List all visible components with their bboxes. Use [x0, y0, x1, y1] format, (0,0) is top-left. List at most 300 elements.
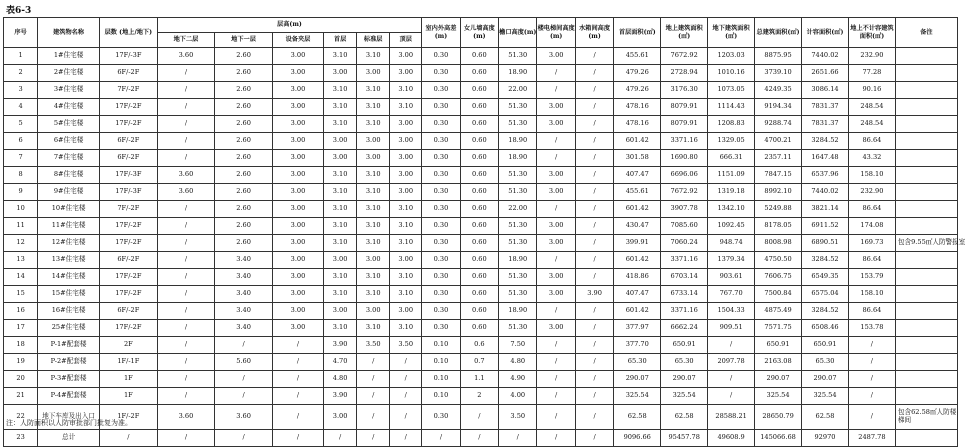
table-cell: 3.00	[537, 48, 575, 65]
remark-cell	[895, 430, 957, 447]
table-cell: 3.10	[357, 269, 390, 286]
table-cell: 158.10	[848, 286, 895, 303]
table-cell: 18.90	[499, 252, 537, 269]
table-cell: 49608.9	[708, 430, 755, 447]
table-cell: 2.60	[215, 48, 273, 65]
table-cell: 7085.60	[661, 218, 708, 235]
table-cell: 3.00	[324, 133, 357, 150]
table-cell: 3.00	[537, 99, 575, 116]
table-cell: 2357.11	[755, 150, 802, 167]
table-cell: 6662.24	[661, 320, 708, 337]
table-cell: /	[537, 371, 575, 388]
table-cell: 903.61	[708, 269, 755, 286]
table-cell: 4875.49	[755, 303, 802, 320]
building-name-cell: 3#住宅楼	[38, 82, 100, 99]
table-cell: /	[357, 430, 390, 447]
building-name-cell: 9#住宅楼	[38, 184, 100, 201]
building-name-cell: 14#住宅楼	[38, 269, 100, 286]
building-name-cell: 13#住宅楼	[38, 252, 100, 269]
table-cell: 3.50	[390, 337, 422, 354]
table-cell: 3.10	[324, 116, 357, 133]
building-name-cell: P-3#配套楼	[38, 371, 100, 388]
table-cell: 17F/-2F	[100, 269, 158, 286]
table-cell: 948.74	[708, 235, 755, 252]
table-cell: 51.30	[499, 48, 537, 65]
remark-cell	[895, 201, 957, 218]
table-cell: 3.10	[324, 48, 357, 65]
table-cell: 8079.91	[661, 99, 708, 116]
table-cell: 3.10	[357, 235, 390, 252]
table-cell: 0.60	[460, 235, 498, 252]
table-cell: 4.80	[499, 354, 537, 371]
building-name-cell: 2#住宅楼	[38, 65, 100, 82]
table-cell: /	[157, 235, 215, 252]
table-cell: 0.30	[422, 405, 460, 430]
table-cell: 3.90	[324, 337, 357, 354]
table-cell: 0.30	[422, 252, 460, 269]
table-cell: 3.10	[390, 201, 422, 218]
table-cell: 1010.16	[708, 65, 755, 82]
table-cell: 3.00	[272, 320, 323, 337]
table-cell: 3.00	[272, 269, 323, 286]
table-cell: /	[575, 99, 613, 116]
building-name-cell: P-2#配套楼	[38, 354, 100, 371]
table-cell: 3.00	[324, 65, 357, 82]
table-cell: 2.60	[215, 235, 273, 252]
table-cell: /	[848, 354, 895, 371]
table-cell: 0.30	[422, 116, 460, 133]
table-cell: 3.00	[537, 218, 575, 235]
col-total-area: 总建筑面积(㎡)	[755, 18, 802, 48]
table-cell: 3.00	[272, 82, 323, 99]
table-cell: /	[215, 337, 273, 354]
table-cell: 290.07	[802, 371, 849, 388]
table-cell: 3371.16	[661, 303, 708, 320]
table-cell: 2.60	[215, 167, 273, 184]
table-cell: 2487.78	[848, 430, 895, 447]
building-name-cell: P-1#配套楼	[38, 337, 100, 354]
table-cell: /	[848, 405, 895, 430]
table-cell: /	[460, 430, 498, 447]
table-cell: 3.00	[272, 133, 323, 150]
table-cell: 77.28	[848, 65, 895, 82]
table-cell: 650.91	[802, 337, 849, 354]
table-cell: 2.60	[215, 99, 273, 116]
table-cell: 43.32	[848, 150, 895, 167]
table-cell: 0.60	[460, 218, 498, 235]
table-cell: 6703.14	[661, 269, 708, 286]
table-cell: 86.64	[848, 201, 895, 218]
table-cell: 0.60	[460, 133, 498, 150]
col-eave: 檐口高度(m)	[499, 18, 537, 48]
table-cell: /	[460, 405, 498, 430]
table-cell: 3.00	[272, 150, 323, 167]
col-below-area: 地下建筑面积(㎡)	[708, 18, 755, 48]
table-cell: 0.60	[460, 303, 498, 320]
col-remark: 备注	[895, 18, 957, 48]
table-cell: 325.54	[661, 388, 708, 405]
remark-cell	[895, 218, 957, 235]
table-cell: 22.00	[499, 201, 537, 218]
table-cell: 0.30	[422, 167, 460, 184]
table-cell: 17F/-3F	[100, 167, 158, 184]
table-cell: 7500.84	[755, 286, 802, 303]
table-cell: 2.60	[215, 65, 273, 82]
table-cell: 1	[4, 48, 38, 65]
table-cell: 28588.21	[708, 405, 755, 430]
table-cell: /	[708, 337, 755, 354]
table-row	[4, 167, 958, 184]
table-row	[4, 184, 958, 201]
table-cell: 158.10	[848, 167, 895, 184]
table-cell: 65.30	[661, 354, 708, 371]
table-cell: /	[537, 82, 575, 99]
table-cell: 1114.43	[708, 99, 755, 116]
table-cell: 0.60	[460, 99, 498, 116]
table-cell: /	[575, 218, 613, 235]
table-cell: /	[157, 150, 215, 167]
remark-cell	[895, 116, 957, 133]
table-cell: 7F/-2F	[100, 201, 158, 218]
table-cell: 3.10	[390, 320, 422, 337]
remark-cell: 包含62.58㎡人防楼梯间	[895, 405, 957, 430]
table-caption: 表6-3	[6, 6, 32, 16]
table-cell: 86.64	[848, 252, 895, 269]
table-cell: /	[215, 388, 273, 405]
table-cell: 478.16	[614, 99, 661, 116]
table-cell: 6696.06	[661, 167, 708, 184]
col-parapet: 女儿墙高度(m)	[460, 18, 498, 48]
table-cell: 145066.68	[755, 430, 802, 447]
table-cell: 17F/-2F	[100, 286, 158, 303]
table-cell: 455.61	[614, 184, 661, 201]
table-cell: 650.91	[661, 337, 708, 354]
table-cell: 6F/-2F	[100, 150, 158, 167]
col-height-b2: 地下二层	[157, 33, 215, 48]
table-cell: 3.00	[537, 286, 575, 303]
table-cell: /	[575, 167, 613, 184]
table-cell: 601.42	[614, 201, 661, 218]
table-cell: 0.30	[422, 286, 460, 303]
table-cell: /	[357, 371, 390, 388]
table-cell: 909.51	[708, 320, 755, 337]
remark-cell	[895, 320, 957, 337]
table-row	[4, 201, 958, 218]
table-cell: 3371.16	[661, 252, 708, 269]
table-cell: 7606.75	[755, 269, 802, 286]
table-cell: 3.00	[272, 252, 323, 269]
table-cell: 1151.09	[708, 167, 755, 184]
table-cell: /	[575, 320, 613, 337]
remark-cell	[895, 150, 957, 167]
table-cell: 62.58	[614, 405, 661, 430]
table-cell: /	[324, 430, 357, 447]
table-cell: /	[575, 371, 613, 388]
col-floors: 层数 (地上/地下)	[100, 18, 158, 48]
table-cell: 4.80	[324, 371, 357, 388]
table-cell: /	[357, 388, 390, 405]
table-cell: 1504.33	[708, 303, 755, 320]
table-cell: 12	[4, 235, 38, 252]
table-cell: 479.26	[614, 82, 661, 99]
table-cell: 3.00	[272, 116, 323, 133]
table-cell: 3.00	[272, 65, 323, 82]
table-cell: 2.60	[215, 116, 273, 133]
table-cell: 3.00	[324, 150, 357, 167]
table-cell: 0.60	[460, 269, 498, 286]
table-cell: 407.47	[614, 286, 661, 303]
table-cell: 3.40	[215, 303, 273, 320]
table-cell: 17F/-3F	[100, 184, 158, 201]
table-cell: 3.00	[272, 167, 323, 184]
table-cell: /	[575, 269, 613, 286]
remark-cell	[895, 354, 957, 371]
table-cell: /	[848, 371, 895, 388]
table-cell: 1092.45	[708, 218, 755, 235]
table-cell: /	[272, 430, 323, 447]
table-cell: 8	[4, 167, 38, 184]
table-cell: 650.91	[755, 337, 802, 354]
remark-cell	[895, 82, 957, 99]
table-cell: 3.10	[357, 218, 390, 235]
table-cell: 17F/-2F	[100, 99, 158, 116]
table-cell: 3.90	[575, 286, 613, 303]
table-cell: 3.60	[157, 167, 215, 184]
table-cell: 0.30	[422, 303, 460, 320]
table-cell: /	[272, 337, 323, 354]
table-cell: 0.30	[422, 82, 460, 99]
table-cell: 2.60	[215, 150, 273, 167]
table-cell: 4.70	[324, 354, 357, 371]
table-cell: /	[157, 354, 215, 371]
table-cell: /	[157, 65, 215, 82]
table-cell: 3.00	[537, 116, 575, 133]
table-cell: 601.42	[614, 252, 661, 269]
table-cell: /	[575, 252, 613, 269]
table-cell: 6	[4, 133, 38, 150]
table-cell: 3.10	[357, 48, 390, 65]
table-cell: 8178.05	[755, 218, 802, 235]
table-cell: 62.58	[802, 405, 849, 430]
table-cell: 3.00	[390, 48, 422, 65]
table-cell: 18.90	[499, 303, 537, 320]
table-cell: 0.60	[460, 252, 498, 269]
table-row	[4, 354, 958, 371]
table-row	[4, 405, 958, 430]
table-cell: 22	[4, 405, 38, 430]
table-cell: 6549.35	[802, 269, 849, 286]
table-cell: 0.60	[460, 116, 498, 133]
table-cell: 248.54	[848, 116, 895, 133]
table-cell: 3.00	[272, 99, 323, 116]
table-cell: 3.00	[272, 303, 323, 320]
table-cell: 232.90	[848, 48, 895, 65]
col-height-equip: 设备夹层	[272, 33, 323, 48]
table-cell: /	[575, 133, 613, 150]
table-cell: 18	[4, 337, 38, 354]
table-cell: 7F/-2F	[100, 82, 158, 99]
table-cell: 3.10	[357, 184, 390, 201]
table-cell: 7672.92	[661, 184, 708, 201]
table-cell: 86.64	[848, 303, 895, 320]
table-cell: 3.40	[215, 252, 273, 269]
table-cell: 4	[4, 99, 38, 116]
table-cell: /	[157, 252, 215, 269]
building-name-cell: 4#住宅楼	[38, 99, 100, 116]
table-cell: 3821.14	[802, 201, 849, 218]
table-cell: 0.60	[460, 286, 498, 303]
table-cell: 6F/-2F	[100, 303, 158, 320]
table-row	[4, 371, 958, 388]
table-cell: 6733.14	[661, 286, 708, 303]
remark-cell	[895, 371, 957, 388]
table-cell: 3.50	[357, 337, 390, 354]
table-cell: 174.08	[848, 218, 895, 235]
table-cell: 3.00	[537, 184, 575, 201]
table-row	[4, 82, 958, 99]
table-cell: 0.30	[422, 320, 460, 337]
remark-cell	[895, 133, 957, 150]
table-cell: /	[537, 303, 575, 320]
table-row	[4, 269, 958, 286]
table-cell: 601.42	[614, 303, 661, 320]
table-cell: 3.00	[324, 252, 357, 269]
table-cell: 3.00	[324, 303, 357, 320]
table-cell: 65.30	[614, 354, 661, 371]
table-cell: /	[575, 303, 613, 320]
table-cell: 0.30	[422, 218, 460, 235]
table-cell: /	[157, 269, 215, 286]
table-cell: 18.90	[499, 65, 537, 82]
table-cell: 430.47	[614, 218, 661, 235]
table-cell: 3.10	[390, 269, 422, 286]
table-row	[4, 133, 958, 150]
table-cell: 3.10	[324, 286, 357, 303]
table-cell: 8992.10	[755, 184, 802, 201]
table-row	[4, 99, 958, 116]
table-cell: 1208.83	[708, 116, 755, 133]
table-cell: 3.10	[324, 235, 357, 252]
table-cell: 7	[4, 150, 38, 167]
table-cell: 3.10	[357, 99, 390, 116]
table-cell: 3.10	[390, 82, 422, 99]
table-cell: /	[575, 48, 613, 65]
table-cell: 17F/-2F	[100, 218, 158, 235]
table-cell: 3.00	[272, 218, 323, 235]
footnote: 注：人防面积以人防审批部门批复为准。	[6, 419, 132, 427]
table-cell: 18.90	[499, 133, 537, 150]
table-cell: 3.00	[537, 167, 575, 184]
table-cell: /	[357, 354, 390, 371]
table-cell: 1F/-1F	[100, 354, 158, 371]
table-cell: 290.07	[755, 371, 802, 388]
table-cell: 17F/-2F	[100, 116, 158, 133]
table-cell: /	[157, 371, 215, 388]
table-cell: 6F/-2F	[100, 133, 158, 150]
table-cell: 301.58	[614, 150, 661, 167]
col-far-area: 计容面积(㎡)	[802, 18, 849, 48]
table-row	[4, 150, 958, 167]
table-cell: 2728.94	[661, 65, 708, 82]
table-cell: 10	[4, 201, 38, 218]
table-row	[4, 388, 958, 405]
table-cell: /	[537, 65, 575, 82]
table-cell: 3.40	[215, 286, 273, 303]
table-cell: /	[537, 388, 575, 405]
col-first-area: 首层面积(㎡)	[614, 18, 661, 48]
table-row	[4, 337, 958, 354]
table-cell: /	[157, 201, 215, 218]
table-cell: 2.60	[215, 82, 273, 99]
table-cell: 153.79	[848, 269, 895, 286]
col-height-first: 首层	[324, 33, 357, 48]
table-cell: 51.30	[499, 167, 537, 184]
table-cell: 479.26	[614, 65, 661, 82]
table-cell: /	[537, 252, 575, 269]
table-cell: 3.00	[357, 252, 390, 269]
remark-cell	[895, 167, 957, 184]
table-cell: 8079.91	[661, 116, 708, 133]
col-height-group: 层高(m)	[157, 18, 422, 33]
table-cell: 3.50	[499, 405, 537, 430]
table-cell: 3.10	[357, 167, 390, 184]
table-cell: 3284.52	[802, 303, 849, 320]
table-cell: /	[848, 388, 895, 405]
table-cell: 4249.35	[755, 82, 802, 99]
table-cell: 3284.52	[802, 133, 849, 150]
table-row	[4, 286, 958, 303]
table-cell: 3176.30	[661, 82, 708, 99]
table-row	[4, 116, 958, 133]
table-cell: 0.7	[460, 354, 498, 371]
col-elev: 楼电梯间高度(m)	[537, 18, 575, 48]
table-cell: /	[390, 388, 422, 405]
table-cell: 6508.46	[802, 320, 849, 337]
table-cell: /	[390, 405, 422, 430]
building-name-cell: 地下车库及出入口	[38, 405, 100, 430]
table-row	[4, 65, 958, 82]
table-cell: /	[390, 354, 422, 371]
table-cell: 1379.34	[708, 252, 755, 269]
table-cell: 7.50	[499, 337, 537, 354]
table-cell: 4.00	[499, 388, 537, 405]
table-cell: 7440.02	[802, 184, 849, 201]
table-cell: 1.1	[460, 371, 498, 388]
table-cell: 3739.10	[755, 65, 802, 82]
table-row	[4, 430, 958, 447]
table-cell: 0.60	[460, 184, 498, 201]
table-cell: /	[575, 65, 613, 82]
table-cell: 9096.66	[614, 430, 661, 447]
table-cell: 3.00	[390, 252, 422, 269]
table-cell: /	[537, 150, 575, 167]
table-cell: 2097.78	[708, 354, 755, 371]
table-cell: 2F	[100, 337, 158, 354]
table-cell: /	[575, 201, 613, 218]
table-cell: /	[157, 303, 215, 320]
table-cell: 1F/-2F	[100, 405, 158, 430]
table-cell: 3.00	[357, 303, 390, 320]
table-cell: 3.40	[215, 320, 273, 337]
table-cell: /	[157, 337, 215, 354]
table-cell: /	[575, 82, 613, 99]
table-cell: /	[390, 371, 422, 388]
building-name-cell: 5#住宅楼	[38, 116, 100, 133]
table-cell: 7440.02	[802, 48, 849, 65]
table-cell: 0.30	[422, 133, 460, 150]
table-cell: 18.90	[499, 150, 537, 167]
remark-cell	[895, 286, 957, 303]
